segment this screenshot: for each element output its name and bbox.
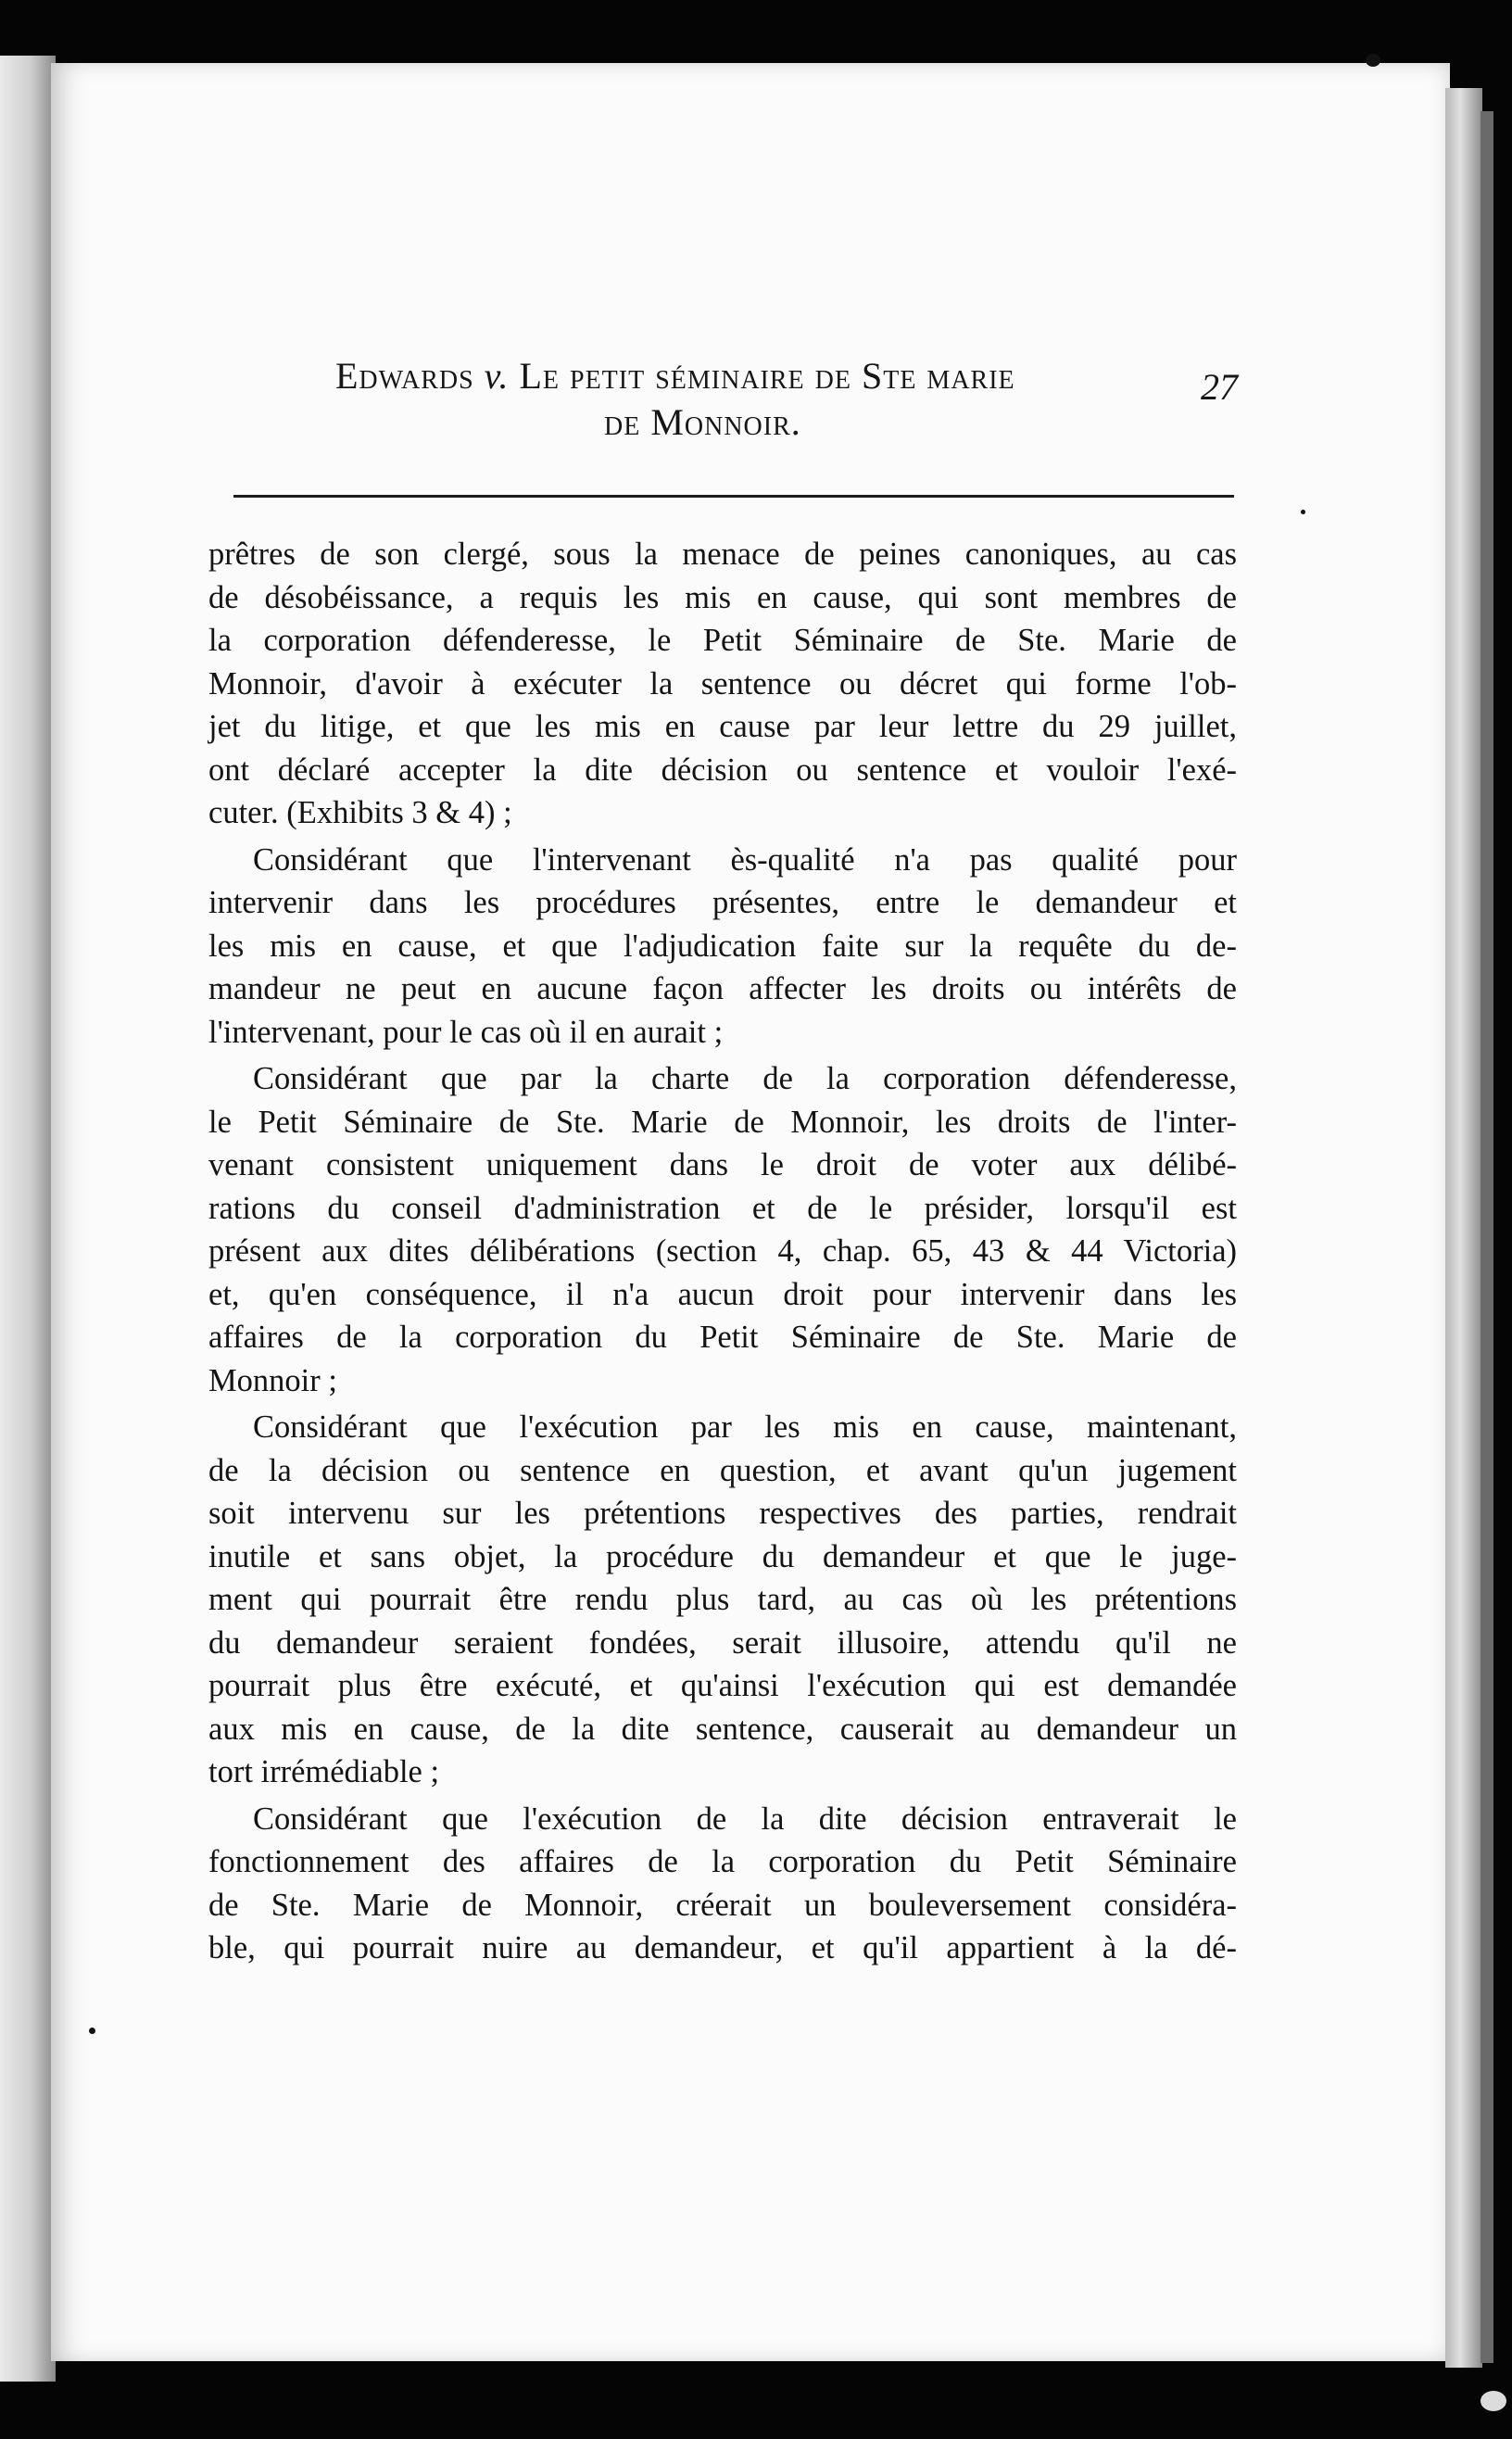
text-line: de désobéissance, a requis les mis en cause, qui sont membres de xyxy=(208,579,1237,615)
page-number: 27 xyxy=(1201,366,1238,408)
text-line: soit intervenu sur les prétentions respectives des parties, rendrait xyxy=(208,1496,1237,1531)
text-line: cuter. (Exhibits 3 & 4) ; xyxy=(208,795,512,830)
text-line: les mis en cause, et que l'adjudication faite sur la requête du de- xyxy=(208,928,1237,964)
text-line: ont déclaré accepter la dite décision ou sentence et vouloir l'exé- xyxy=(208,752,1237,788)
paragraph-4 xyxy=(208,1406,1237,1794)
paragraph-5 xyxy=(208,1798,1237,1970)
scan-speck xyxy=(1366,54,1380,67)
text-line: prêtres de son clergé, sous la menace de peines canoniques, au cas xyxy=(208,537,1237,572)
left-page-edge xyxy=(0,56,56,2382)
running-head-line-1 xyxy=(335,354,1015,398)
scan-speck xyxy=(89,2028,95,2034)
right-book-edge xyxy=(1445,88,1482,2368)
text-line: pourrait plus être exécuté, et qu'ainsi l'exécution qui est demandée xyxy=(208,1668,1237,1703)
running-head-line-2: de Monnoir. xyxy=(604,401,801,443)
running-head-part-1: Edwards xyxy=(335,355,474,397)
text-line: du demandeur seraient fondées, serait illusoire, attendu qu'il ne xyxy=(208,1624,1237,1661)
running-head-part-2: Le petit séminaire de Ste marie xyxy=(519,355,1015,397)
paragraph-3 xyxy=(208,1057,1237,1402)
text-line: jet du litige, et que les mis en cause par leur lettre du 29 juillet, xyxy=(208,709,1237,744)
text-line: intervenir dans les procédures présentes, entre le demandeur et xyxy=(208,885,1237,920)
running-head-versus: v. xyxy=(484,355,510,397)
header-rule xyxy=(233,495,1234,498)
text-line: Considérant que par la charte de la corporation défenderesse, xyxy=(253,1061,1237,1096)
text-line: fonctionnement des affaires de la corporation du Petit Séminaire xyxy=(208,1844,1237,1879)
text-line: présent aux dites délibérations (section 4, chap. 65, 43 & 44 Victoria) xyxy=(208,1233,1237,1269)
text-line: ble, qui pourrait nuire au demandeur, et qu'il appartient à la dé- xyxy=(208,1930,1237,1965)
text-line: de Ste. Marie de Monnoir, créerait un bouleversement considéra- xyxy=(208,1887,1237,1923)
text-line: de la décision ou sentence en question, et avant qu'un jugement xyxy=(208,1452,1237,1488)
text-line: ment qui pourrait être rendu plus tard, au cas où les prétentions xyxy=(208,1582,1237,1617)
text-line: Considérant que l'exécution de la dite décision entraverait le xyxy=(253,1801,1237,1837)
text-line: Monnoir ; xyxy=(208,1362,337,1398)
text-line: rations du conseil d'administration et de le présider, lorsqu'il est xyxy=(208,1190,1237,1226)
paragraph-2 xyxy=(208,839,1237,1055)
text-line: mandeur ne peut en aucune façon affecter les droits ou intérêts de xyxy=(208,971,1237,1006)
text-line: l'intervenant, pour le cas où il en aurait ; xyxy=(208,1014,724,1050)
text-line: la corporation défenderesse, le Petit Séminaire de Ste. Marie de xyxy=(208,623,1237,658)
text-line: Considérant que l'intervenant ès-qualité n'a pas qualité pour xyxy=(253,841,1237,878)
text-line: affaires de la corporation du Petit Séminaire de Ste. Marie de xyxy=(208,1320,1237,1355)
text-line: aux mis en cause, de la dite sentence, causerait au demandeur un xyxy=(208,1711,1237,1747)
right-book-edge-shadow xyxy=(1480,111,1493,2363)
text-line: Considérant que l'exécution par les mis en cause, maintenant, xyxy=(253,1409,1237,1445)
text-line: Monnoir, d'avoir à exécuter la sentence ou décret qui forme l'ob- xyxy=(208,665,1237,701)
scan-speck xyxy=(1480,2391,1506,2411)
text-line: inutile et sans objet, la procédure du demandeur et que le juge- xyxy=(208,1538,1237,1574)
text-line: et, qu'en conséquence, il n'a aucun droit pour intervenir dans les xyxy=(208,1276,1237,1312)
text-line: le Petit Séminaire de Ste. Marie de Monnoir, les droits de l'inter- xyxy=(208,1104,1237,1140)
paragraph-1 xyxy=(208,533,1237,835)
text-line: venant consistent uniquement dans le droit de voter aux délibé- xyxy=(208,1147,1237,1182)
body-text xyxy=(208,533,1237,1970)
scan-speck xyxy=(1301,510,1305,514)
text-line: tort irrémédiable ; xyxy=(208,1754,440,1789)
